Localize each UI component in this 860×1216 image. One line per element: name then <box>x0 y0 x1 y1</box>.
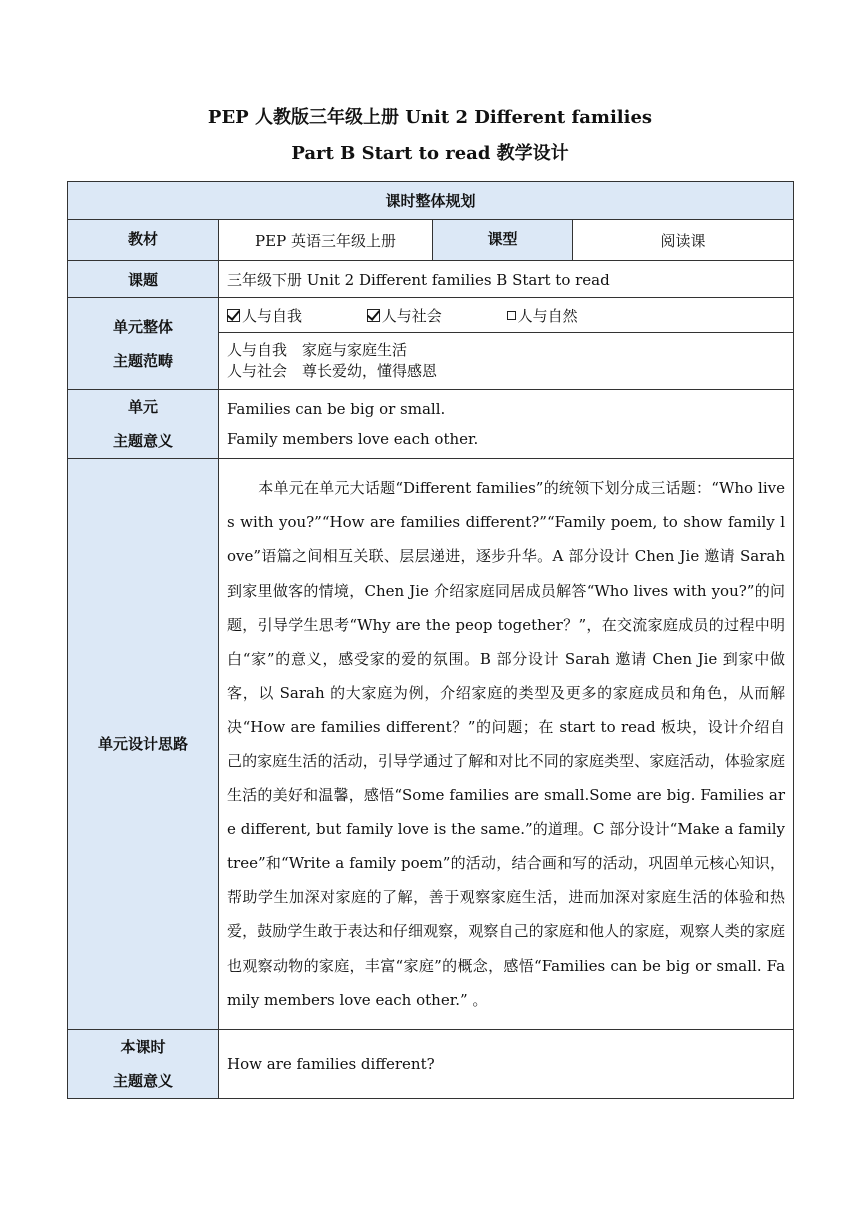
theme-scope-line: 人与自我 家庭与家庭生活 <box>227 341 408 359</box>
design-row <box>68 459 794 1030</box>
theme-option-label: 人与社会 <box>381 306 442 325</box>
lesson-meaning-value: How are families different? <box>219 1030 794 1099</box>
theme-scope-detail <box>219 333 794 390</box>
unit-meaning-line: Family members love each other. <box>227 430 479 448</box>
unit-meaning-row <box>68 390 794 459</box>
design-label: 单元设计思路 <box>68 459 219 1030</box>
textbook-row <box>68 220 794 261</box>
lesson-plan-table <box>67 181 794 1099</box>
theme-scope-label-line2: 主题范畴 <box>112 351 173 370</box>
textbook-value: PEP 英语三年级上册 <box>219 220 433 261</box>
unit-meaning-label <box>68 390 219 459</box>
design-paragraph: 本单元在单元大话题“Different families”的统领下划分成三话题：“Who lives with you?”“How are families different?”“Family poem, to show family love”语篇之间相互关联、层层递进，逐步升华。A 部分设计 Chen Jie 邀请 Sarah 到家里做客的情境，Chen Jie 介绍家庭同居成员解答“Who lives with you?”的问题，引导学生思考“Why are the peop together？”，在交流家庭成员的过程中明白“家”的意义，感受家的爱的氛围。B 部分设计 Sarah 邀请 Chen Jie 到家中做客，以 Sarah 的大家庭为例，介绍家庭的类型及更多的家庭成员和角色，从而解决“How are families different？”的问题；在 start to read 板块，设计介绍自己的家庭生活的活动，引导学通过了解和对比不同的家庭类型、家庭活动，体验家庭生活的美好和温馨，感悟“Some families are small.Some are big. Families are different, but family love is the same.”的道理。C 部分设计“Make a family tree”和“Write a family poem”的活动，结合画和写的活动，巩固单元核心知识，帮助学生加深对家庭的了解，善于观察家庭生活，进而加深对家庭生活的体验和热爱，鼓励学生敢于表达和仔细观察，观察自己的家庭和他人的家庭，观察人类的家庭也观察动物的家庭，丰富“家庭”的概念，感悟“Families can be big or small. Family members love each other.” 。 <box>227 479 786 1009</box>
lesson-meaning-label-line1: 本课时 <box>120 1038 166 1056</box>
topic-label: 课题 <box>68 261 219 298</box>
theme-options <box>219 298 794 333</box>
theme-scope-row <box>68 298 794 333</box>
theme-scope-line: 人与社会 尊长爱幼，懂得感恩 <box>227 362 438 380</box>
theme-option-nature[interactable] <box>507 307 578 325</box>
textbook-label: 教材 <box>68 220 219 261</box>
unit-meaning-label-line2: 主题意义 <box>112 432 173 450</box>
theme-option-self[interactable] <box>227 307 302 325</box>
checked-box-icon <box>367 309 380 322</box>
unchecked-box-icon <box>507 311 516 320</box>
table-header: 课时整体规划 <box>68 182 794 220</box>
checked-box-icon <box>227 309 240 322</box>
theme-option-society[interactable] <box>367 307 442 325</box>
lesson-meaning-label-line2: 主题意义 <box>112 1072 173 1090</box>
table-header-row <box>68 182 794 220</box>
unit-meaning-label-line1: 单元 <box>127 398 158 416</box>
theme-option-label: 人与自我 <box>242 306 303 325</box>
unit-meaning-value <box>219 390 794 459</box>
topic-row <box>68 261 794 298</box>
lesson-meaning-label <box>68 1030 219 1099</box>
unit-meaning-line: Families can be big or small. <box>227 400 446 418</box>
lesson-type-value: 阅读课 <box>573 220 794 261</box>
document-subtitle: Part B Start to read 教学设计 <box>291 143 569 164</box>
theme-scope-label <box>68 298 219 390</box>
design-text <box>219 459 794 1030</box>
document-title: PEP 人教版三年级上册 Unit 2 Different families <box>207 107 653 128</box>
lesson-meaning-row <box>68 1030 794 1099</box>
theme-option-label: 人与自然 <box>517 306 578 325</box>
lesson-type-label: 课型 <box>433 220 573 261</box>
theme-scope-label-line1: 单元整体 <box>112 317 173 336</box>
topic-value: 三年级下册 Unit 2 Different families B Start to read <box>219 261 794 298</box>
